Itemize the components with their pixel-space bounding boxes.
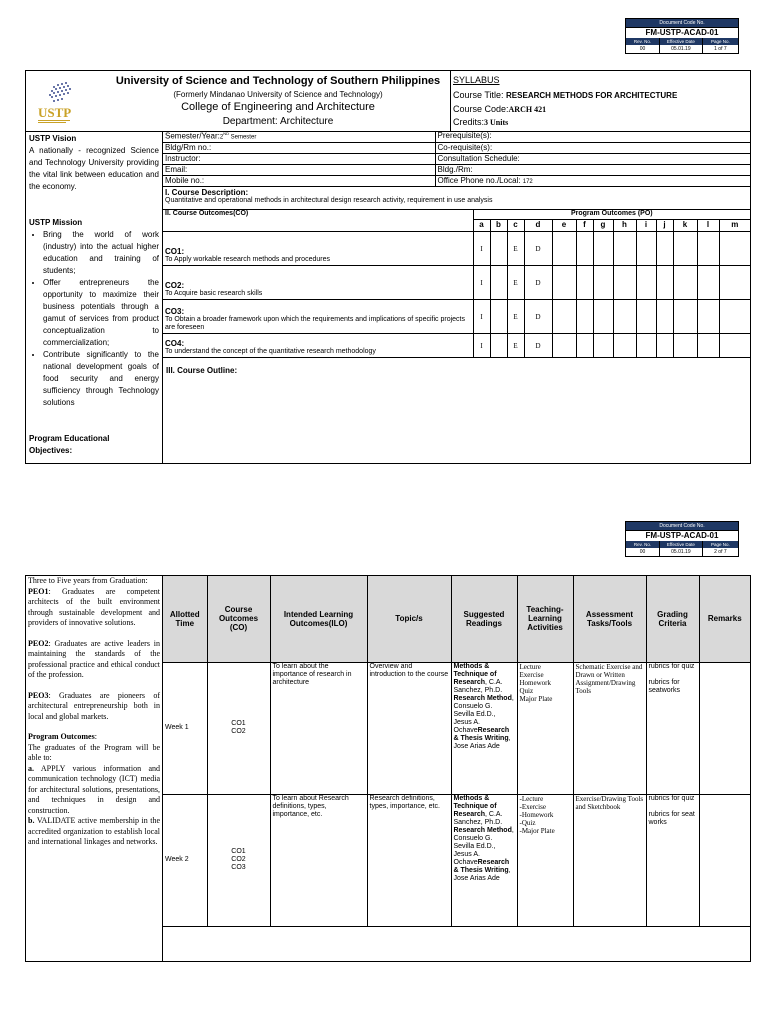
university-former-name: (Formerly Mindanao University of Science and Technology) — [173, 90, 383, 99]
rev-value: 00 — [626, 548, 660, 556]
course-outcome-text: To understand the concept of the quantitative research methodology — [165, 348, 376, 355]
course-info-area — [163, 131, 750, 463]
po-mapping-cell — [593, 334, 613, 358]
reading-title: Research Method — [453, 826, 512, 834]
po-mapping-cell — [719, 266, 750, 300]
program-outcomes-title: Program Outcomes (PO) — [473, 210, 750, 220]
course-outcome-code: CO2: — [165, 281, 185, 290]
po-mapping-cell — [697, 300, 719, 334]
program-outcome-item: a. APPLY various information and communication technology (ICT) media for architectural solutions, presentations, and techniques in design and construction. — [28, 763, 160, 815]
po-mapping-cell: I — [473, 232, 490, 266]
outline-header: Grading Criteria — [646, 576, 699, 662]
week-label: Week 1 — [165, 724, 189, 731]
ustp-logo — [32, 77, 82, 127]
po-mapping-cell — [552, 266, 576, 300]
activity-item: Quiz — [519, 686, 534, 695]
syllabus-page-1 — [25, 70, 751, 464]
po-mapping-cell: D — [524, 334, 552, 358]
reading-author: , Jose Arias Ade — [453, 866, 511, 882]
po-mapping-cell — [576, 232, 593, 266]
course-outcome-code: CO3: — [165, 307, 185, 316]
semester-field: Semester/Year:2ND Semester — [163, 131, 435, 142]
vision-mission-column — [26, 131, 163, 463]
po-mapping-cell — [613, 334, 636, 358]
po-letter: h — [613, 220, 636, 232]
peo-item: PEO1: Graduates are competent architects of the built environment through sustainable development and providers of innovative solutions. — [28, 586, 160, 627]
course-outcome-code: CO4: — [165, 339, 185, 348]
outline-header: Topic/s — [367, 576, 451, 662]
reading-author: , Jose Arias Ade — [453, 734, 511, 750]
assessment-text: Schematic Exercise and Drawn or Written Assignment/Drawing Tools — [575, 662, 643, 695]
mission-title: USTP Mission — [29, 218, 83, 227]
peo-intro: Three to Five years from Graduation: — [28, 576, 148, 585]
empty-row — [163, 926, 750, 960]
ilo-cell — [270, 662, 367, 794]
vision-text: A nationally - recognized Science and Technology University providing the vital link between education and the economy. — [29, 146, 159, 191]
college-name: College of Engineering and Architecture — [181, 101, 375, 113]
po-mapping-cell — [636, 266, 656, 300]
po-mapping-cell — [673, 300, 697, 334]
bldg2-field: Bldg./Rm: — [435, 164, 750, 175]
outline-header: Assessment Tasks/Tools — [573, 576, 646, 662]
course-outcome-text: To Obtain a broader framework upon which the requirements and implications of specific projects are foreseen — [165, 316, 465, 331]
po-mapping-cell — [636, 232, 656, 266]
svg-text:USTP: USTP — [38, 105, 72, 120]
rev-label: Rev. No. — [626, 541, 660, 548]
course-outcome-text: To Apply workable research methods and procedures — [165, 256, 330, 263]
reading-title: Research Method — [453, 694, 512, 702]
reading-title: Methods & Technique of Research — [453, 662, 497, 686]
vision-title: USTP Vision — [29, 134, 77, 143]
effective-label: Effective Date — [660, 541, 703, 548]
peo-item: PEO3: Graduates are pioneers of architectural entrepreneurship both in local and global markets. — [28, 690, 160, 721]
po-mapping-cell — [673, 232, 697, 266]
po-mapping-cell — [636, 334, 656, 358]
activity-item: Lecture — [519, 662, 541, 671]
po-mapping-cell: D — [524, 300, 552, 334]
grading-criteria-cell — [646, 794, 699, 926]
po-letter: c — [507, 220, 524, 232]
teaching-activities-cell — [517, 794, 573, 926]
reading-author: , Consuelo G. Sevilla Ed.D., Jesus A. Ochave — [453, 694, 514, 734]
po-mapping-cell — [552, 334, 576, 358]
ilo-text: To learn about Research definitions, types, importance, etc. — [272, 794, 349, 818]
topic-cell — [367, 794, 451, 926]
doc-code-header: Document Code No. — [626, 522, 738, 530]
co-code: CO1 — [231, 720, 246, 727]
topic-text: Research definitions, types, importance, etc. — [369, 794, 440, 810]
course-outcome-row — [163, 334, 750, 358]
topic-cell — [367, 662, 451, 794]
po-mapping-cell: D — [524, 232, 552, 266]
reading-author: , Consuelo G. Sevilla Ed.D., Jesus A. Ochave — [453, 826, 514, 866]
po-mapping-cell — [490, 232, 507, 266]
po-mapping-cell — [613, 232, 636, 266]
course-title: Course Title: RESEARCH METHODS FOR ARCHITECTURE — [453, 90, 678, 100]
course-description: I. Course Description: Quantitative and operational methods in architectural design research activity, requirement in use analysis — [165, 188, 493, 204]
po-mapping-cell — [593, 266, 613, 300]
consultation-field: Consultation Schedule: — [435, 153, 750, 164]
page-value: 1 of 7 — [714, 46, 727, 52]
activity-item: -Homework — [519, 810, 554, 819]
prerequisite-field: Prerequisite(s): — [435, 131, 750, 142]
po-letter: a — [473, 220, 490, 232]
document-code-box — [625, 18, 739, 54]
course-outcome-row — [163, 266, 750, 300]
po-mapping-cell — [656, 266, 673, 300]
course-outcomes-table — [163, 209, 750, 358]
grading-item: rubrics for seat works — [648, 810, 695, 826]
activity-item: -Quiz — [519, 818, 536, 827]
po-letter: b — [490, 220, 507, 232]
allotted-time — [163, 662, 207, 794]
po-letter: i — [636, 220, 656, 232]
outline-header: Teaching-Learning Activities — [517, 576, 573, 662]
po-mapping-cell — [552, 300, 576, 334]
syllabus-header — [450, 71, 750, 132]
po-mapping-cell — [593, 232, 613, 266]
mission-item: • Contribute significantly to the national development goals of food security and energy sufficiency through Technology solutions — [43, 349, 159, 409]
po-mapping-cell — [576, 300, 593, 334]
university-name: University of Science and Technology of Southern Philippines — [115, 75, 441, 87]
grading-item: rubrics for quiz — [648, 662, 695, 670]
mission-item: • Offer entrepreneurs the opportunity to maximize their business potentials through a gamut of services from product conceptualization to commercialization; — [43, 277, 159, 349]
program-outcomes-lead: The graduates of the Program will be able to: — [28, 742, 160, 762]
po-letter: m — [719, 220, 750, 232]
po-mapping-cell — [613, 266, 636, 300]
outline-header: Suggested Readings — [451, 576, 517, 662]
grading-item: rubrics for seatworks — [648, 678, 681, 694]
mobile-field: Mobile no.: — [163, 175, 435, 186]
po-mapping-cell — [656, 300, 673, 334]
course-outcome-cell — [207, 794, 270, 926]
course-outcome-row — [163, 232, 750, 266]
effective-value: 05.01.19 — [660, 45, 703, 53]
course-outcome-code: CO1: — [165, 247, 185, 256]
suggested-readings-cell — [451, 662, 517, 794]
mission-item: • Bring the world of work (industry) into the actual higher education and training of students; — [43, 229, 159, 277]
program-outcomes-heading: Program Outcomes: — [28, 732, 97, 741]
remarks-cell — [699, 662, 750, 794]
po-mapping-cell — [593, 300, 613, 334]
grading-criteria-cell — [646, 662, 699, 794]
po-mapping-cell: I — [473, 300, 490, 334]
effective-label: Effective Date — [660, 38, 703, 45]
po-mapping-cell — [576, 266, 593, 300]
reading-title: Research & Thesis Writing — [453, 726, 510, 742]
po-letter: k — [673, 220, 697, 232]
bldg-field: Bldg/Rm no.: — [163, 142, 435, 153]
course-outcome-row — [163, 300, 750, 334]
instructor-field: Instructor: — [163, 153, 435, 164]
outline-header: Remarks — [699, 576, 750, 662]
reading-title: Methods & Technique of Research — [453, 794, 497, 818]
outline-week-row — [163, 662, 750, 794]
week-label: Week 2 — [165, 856, 189, 863]
email-field: Email: — [163, 164, 435, 175]
course-outcomes-title: II. Course Outcomes(CO) — [163, 210, 473, 232]
activity-item: -Exercise — [519, 802, 546, 811]
rev-value: 00 — [626, 45, 660, 53]
po-mapping-cell — [656, 232, 673, 266]
office-phone-field: Office Phone no./Local: 172 — [435, 175, 750, 186]
po-mapping-cell: I — [473, 334, 490, 358]
topic-text: Overview and introduction to the course — [369, 662, 449, 678]
po-mapping-cell: E — [507, 232, 524, 266]
co-code: CO2 — [231, 856, 246, 863]
outline-header: Allotted Time — [163, 576, 207, 662]
co-code: CO2 — [231, 728, 246, 735]
course-outline-title: III. Course Outline: — [166, 366, 238, 375]
po-mapping-cell — [697, 232, 719, 266]
po-mapping-cell — [656, 334, 673, 358]
po-mapping-cell — [673, 334, 697, 358]
course-outcome-cell — [207, 662, 270, 794]
po-letter: f — [576, 220, 593, 232]
university-header — [26, 71, 451, 132]
program-outcome-item: b. VALIDATE active membership in the accredited organization to establish local and international linkages and networks. — [28, 816, 160, 846]
peo-title: Program Educational Objectives: — [29, 434, 110, 455]
syllabus-label: SYLLABUS — [453, 75, 500, 85]
course-outline-table — [163, 576, 750, 960]
po-mapping-cell: E — [507, 300, 524, 334]
reading-author: , C.A. Sanchez, Ph.D. — [453, 810, 503, 826]
po-mapping-cell — [490, 334, 507, 358]
po-mapping-cell — [697, 266, 719, 300]
effective-value: 05.01.19 — [660, 548, 703, 556]
activity-item: Major Plate — [519, 694, 553, 703]
po-mapping-cell — [636, 300, 656, 334]
suggested-readings-cell — [451, 794, 517, 926]
doc-code: FM-USTP-ACAD-01 — [626, 530, 738, 541]
po-mapping-cell: E — [507, 266, 524, 300]
rev-label: Rev. No. — [626, 38, 660, 45]
reading-title: Research & Thesis Writing — [453, 858, 510, 874]
assessment-cell — [573, 662, 646, 794]
page-label: Page No. — [711, 39, 730, 44]
course-code: Course Code:ARCH 421 — [453, 104, 547, 114]
corequisite-field: Co-requisite(s): — [435, 142, 750, 153]
outline-header: Intended Learning Outcomes(ILO) — [270, 576, 367, 662]
po-letter: e — [552, 220, 576, 232]
activity-item: Exercise — [519, 670, 544, 679]
doc-code-header: Document Code No. — [626, 19, 738, 27]
po-mapping-cell — [490, 266, 507, 300]
po-mapping-cell — [719, 334, 750, 358]
po-letter: g — [593, 220, 613, 232]
assessment-cell — [573, 794, 646, 926]
activity-item: -Lecture — [519, 794, 544, 803]
grading-item: rubrics for quiz — [648, 794, 695, 802]
reading-author: , C.A. Sanchez, Ph.D. — [453, 678, 503, 694]
po-mapping-cell — [490, 300, 507, 334]
outline-week-row — [163, 794, 750, 926]
allotted-time — [163, 794, 207, 926]
department-name: Department: Architecture — [222, 116, 334, 127]
po-mapping-cell — [673, 266, 697, 300]
po-letter: j — [656, 220, 673, 232]
page-value: 2 of 7 — [714, 549, 727, 555]
po-mapping-cell — [613, 300, 636, 334]
peo-column — [26, 576, 163, 961]
teaching-activities-cell — [517, 662, 573, 794]
ilo-cell — [270, 794, 367, 926]
po-mapping-cell: I — [473, 266, 490, 300]
po-mapping-cell — [576, 334, 593, 358]
peo-item: PEO2: Graduates are active leaders in maintaining the standards of the professional practice and ethical conduct of the profession. — [28, 638, 160, 679]
remarks-cell — [699, 794, 750, 926]
course-outcome-text: To Acquire basic research skills — [165, 290, 263, 297]
credits: Credits:3 Units — [453, 117, 509, 127]
outline-header: Course Outcomes (CO) — [207, 576, 270, 662]
doc-code: FM-USTP-ACAD-01 — [626, 27, 738, 38]
activity-item: Homework — [519, 678, 551, 687]
po-mapping-cell — [719, 300, 750, 334]
syllabus-page-2 — [25, 575, 751, 962]
co-code: CO3 — [231, 864, 246, 871]
po-mapping-cell — [719, 232, 750, 266]
assessment-text: Exercise/Drawing Tools and Sketchbook — [575, 794, 644, 811]
po-mapping-cell — [697, 334, 719, 358]
po-mapping-cell: E — [507, 334, 524, 358]
mission-list — [29, 229, 159, 409]
po-mapping-cell — [552, 232, 576, 266]
po-letter: l — [697, 220, 719, 232]
activity-item: -Major Plate — [519, 826, 555, 835]
po-letter: d — [524, 220, 552, 232]
po-mapping-cell: D — [524, 266, 552, 300]
page-label: Page No. — [711, 542, 730, 547]
co-code: CO1 — [231, 848, 246, 855]
document-code-box — [625, 521, 739, 557]
ilo-text: To learn about the importance of research in architecture — [272, 662, 352, 686]
